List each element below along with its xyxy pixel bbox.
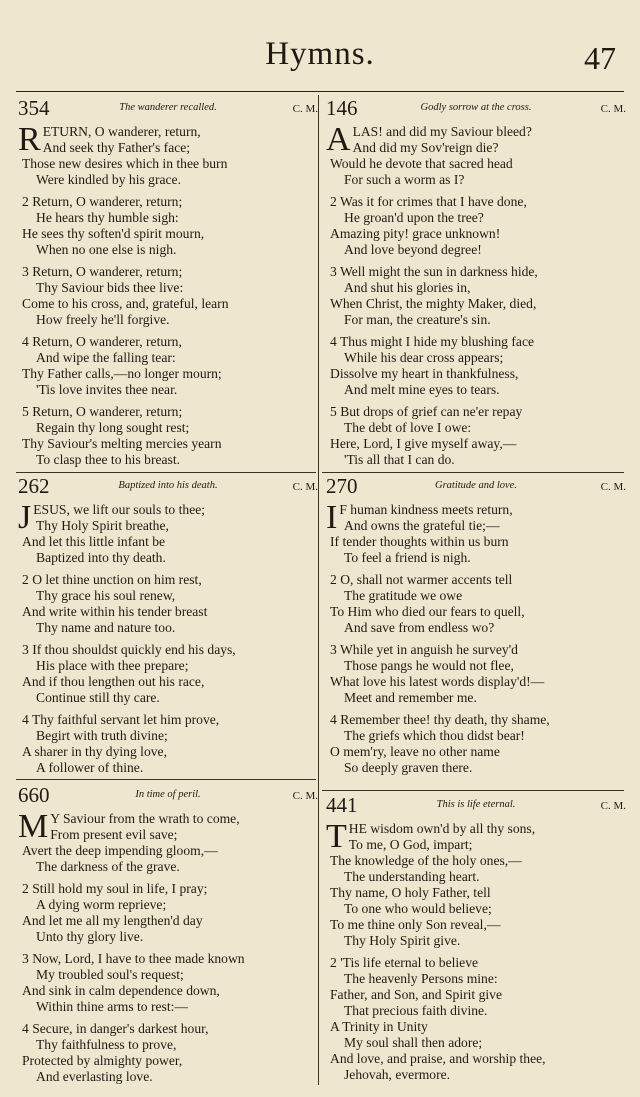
hymn-line: F human kindness meets return, <box>339 502 513 517</box>
hymn-line: ETURN, O wanderer, return, <box>42 124 201 139</box>
hymn-meter: C. M. <box>292 103 318 115</box>
hymn-number: 146 <box>326 96 358 120</box>
hymn <box>18 474 318 782</box>
hymn-line: Thy Saviour bids thee live: <box>36 280 184 295</box>
hymn-line: And love, and praise, and worship thee, <box>330 1051 546 1066</box>
hymn-line: Thy Father calls,—no longer mourn; <box>22 366 222 381</box>
hymn-stanza <box>18 1021 318 1085</box>
hymn-separator <box>322 790 624 791</box>
drop-cap: R <box>18 121 41 158</box>
hymn-line: Father, and Son, and Spirit give <box>330 987 502 1002</box>
hymn-line: Protected by almighty power, <box>22 1053 183 1068</box>
hymn <box>326 96 626 474</box>
hymn-line: And let this little infant be <box>22 534 166 549</box>
hymn-stanza <box>326 818 626 949</box>
hymn-line: 4 Secure, in danger's darkest hour, <box>22 1021 209 1036</box>
hymn-title: Godly sorrow at the cross. <box>420 102 532 113</box>
hymn-line: To me, O God, impart; <box>348 837 473 852</box>
hymn <box>18 96 318 474</box>
hymn-line: His place with thee prepare; <box>36 658 189 673</box>
hymn-line: And if thou lengthen out his race, <box>22 674 205 689</box>
hymn-stanza <box>18 642 318 706</box>
hymn-line: Thy name and nature too. <box>36 620 176 635</box>
hymn-line: 3 Now, Lord, I have to thee made known <box>22 951 245 966</box>
hymn-line: My troubled soul's request; <box>36 967 184 982</box>
hymn-line: And save from endless wo? <box>344 620 495 635</box>
hymn-line: For such a worm as I? <box>344 172 465 187</box>
column-divider <box>318 95 319 1085</box>
hymn-line: Thy Saviour's melting mercies yearn <box>22 436 222 451</box>
hymn-stanza <box>18 499 318 566</box>
hymn-line: Meet and remember me. <box>344 690 477 705</box>
hymn-line: 4 Thus might I hide my blushing face <box>330 334 535 349</box>
hymn-line: Avert the deep impending gloom,— <box>22 843 218 858</box>
hymn-line: 3 If thou shouldst quickly end his days, <box>22 642 236 657</box>
hymn-line: That precious faith divine. <box>344 1003 488 1018</box>
hymn-line: And shut his glories in, <box>344 280 471 295</box>
drop-cap: I <box>326 499 338 536</box>
hymn-header <box>18 783 318 811</box>
hymn-line: HE wisdom own'd by all thy sons, <box>348 821 536 836</box>
hymn-meter: C. M. <box>600 103 626 115</box>
hymn-number: 354 <box>18 96 50 120</box>
hymn-header <box>326 793 626 821</box>
hymn-line: The gratitude we owe <box>344 588 463 603</box>
hymn-line: Thy Holy Spirit breathe, <box>36 518 169 533</box>
hymn-line: To me thine only Son reveal,— <box>330 917 501 932</box>
hymn-line: And everlasting love. <box>36 1069 153 1084</box>
hymn-stanza <box>326 572 626 636</box>
hymn-line: 2 Still hold my soul in life, I pray; <box>22 881 208 896</box>
hymn-line: And owns the grateful tie;— <box>344 518 500 533</box>
hymn-line: The darkness of the grave. <box>36 859 180 874</box>
hymn-line: 4 Thy faithful servant let him prove, <box>22 712 220 727</box>
hymn-number: 262 <box>18 474 50 498</box>
hymn-stanza <box>326 642 626 706</box>
hymn-line: Come to his cross, and, grateful, learn <box>22 296 229 311</box>
hymn <box>18 783 318 1091</box>
page-number: 47 <box>584 40 616 76</box>
hymn-line: ESUS, we lift our souls to thee; <box>33 502 206 517</box>
hymn-line: Here, Lord, I give myself away,— <box>330 436 517 451</box>
hymn-line: Begirt with truth divine; <box>36 728 168 743</box>
hymn-line: Dissolve my heart in thankfulness, <box>330 366 519 381</box>
hymn-number: 660 <box>18 783 50 807</box>
hymn-line: 3 Well might the sun in darkness hide, <box>330 264 538 279</box>
hymn-line: 2 O, shall not warmer accents tell <box>330 572 513 587</box>
hymn-line: And love beyond degree! <box>344 242 482 257</box>
hymn-line: Jehovah, evermore. <box>344 1067 451 1082</box>
hymn-line: And let me all my lengthen'd day <box>22 913 203 928</box>
hymn-line: He sees thy soften'd spirit mourn, <box>22 226 205 241</box>
hymn-meter: C. M. <box>292 481 318 493</box>
hymn-stanza <box>18 121 318 188</box>
hymn-stanza <box>18 264 318 328</box>
hymn-number: 270 <box>326 474 358 498</box>
hymn-line: What love his latest words display'd!— <box>330 674 545 689</box>
hymn-line: And write within his tender breast <box>22 604 208 619</box>
page-title: Hymns. <box>265 36 375 72</box>
hymn-line: Within thine arms to rest:— <box>36 999 188 1014</box>
hymn-title: Gratitude and love. <box>435 480 517 491</box>
hymn-meter: C. M. <box>600 481 626 493</box>
hymn-stanza <box>18 712 318 776</box>
hymn-line: And did my Sov'reign die? <box>352 140 499 155</box>
hymn-line: Regain thy long sought rest; <box>36 420 190 435</box>
hymn-number: 441 <box>326 793 358 817</box>
hymn-line: 'Tis all that I can do. <box>344 452 455 467</box>
hymn-line: 3 While yet in anguish he survey'd <box>330 642 518 657</box>
hymn-line: Baptized into thy death. <box>36 550 166 565</box>
hymn-line: While his dear cross appears; <box>344 350 504 365</box>
hymn-line: 5 Return, O wanderer, return; <box>22 404 183 419</box>
hymn-stanza <box>18 881 318 945</box>
hymn-line: A follower of thine. <box>36 760 144 775</box>
hymn-line: To Him who died our fears to quell, <box>330 604 525 619</box>
hymn-line: The griefs which thou didst bear! <box>344 728 525 743</box>
hymn-stanza <box>326 334 626 398</box>
hymn-stanza <box>326 194 626 258</box>
hymn-stanza <box>326 955 626 1083</box>
hymn-meter: C. M. <box>600 800 626 812</box>
hymn-line: Those pangs he would not flee, <box>344 658 514 673</box>
hymn-line: A Trinity in Unity <box>330 1019 428 1034</box>
hymn-line: Continue still thy care. <box>36 690 160 705</box>
hymn-line: To one who would believe; <box>344 901 492 916</box>
hymn-line: 5 But drops of grief can ne'er repay <box>330 404 523 419</box>
hymn-line: The debt of love I owe: <box>344 420 472 435</box>
hymn-line: A dying worm reprieve; <box>36 897 167 912</box>
drop-cap: T <box>326 818 347 855</box>
hymn-line: When no one else is nigh. <box>36 242 177 257</box>
hymn-line: Thy name, O holy Father, tell <box>330 885 491 900</box>
hymn-stanza <box>18 334 318 398</box>
hymn-line: Y Saviour from the wrath to come, <box>50 811 240 826</box>
hymn-line: Amazing pity! grace unknown! <box>330 226 501 241</box>
hymn-line: The understanding heart. <box>344 869 480 884</box>
hymn-line: To feel a friend is nigh. <box>344 550 471 565</box>
hymn-line: How freely he'll forgive. <box>36 312 170 327</box>
drop-cap: M <box>18 808 49 845</box>
hymn-line: LAS! and did my Saviour bleed? <box>352 124 532 139</box>
hymn-header <box>326 96 626 124</box>
hymn-line: For man, the creature's sin. <box>344 312 491 327</box>
hymn-meter: C. M. <box>292 790 318 802</box>
drop-cap: J <box>18 499 32 536</box>
hymn-line: My soul shall then adore; <box>344 1035 483 1050</box>
hymn-line: Were kindled by his grace. <box>36 172 181 187</box>
hymn-line: And sink in calm dependence down, <box>22 983 220 998</box>
hymn-line: Those new desires which in thee burn <box>22 156 228 171</box>
hymn-line: If tender thoughts within us burn <box>330 534 509 549</box>
hymn-line: When Christ, the mighty Maker, died, <box>330 296 537 311</box>
hymn-title: The wanderer recalled. <box>119 102 217 113</box>
hymn-line: From present evil save; <box>50 827 178 842</box>
hymn-line: 3 Return, O wanderer, return; <box>22 264 183 279</box>
hymn-line: O mem'ry, leave no other name <box>330 744 500 759</box>
hymn-line: 2 O let thine unction on him rest, <box>22 572 202 587</box>
hymn-line: And melt mine eyes to tears. <box>344 382 500 397</box>
hymn-stanza <box>18 194 318 258</box>
hymn-line: 4 Return, O wanderer, return, <box>22 334 182 349</box>
hymn-line: 2 Was it for crimes that I have done, <box>330 194 527 209</box>
hymn-title: In time of peril. <box>135 789 201 800</box>
hymn-line: To clasp thee to his breast. <box>36 452 181 467</box>
hymn-line: 4 Remember thee! thy death, thy shame, <box>330 712 550 727</box>
hymn-line: Unto thy glory live. <box>36 929 144 944</box>
hymn <box>326 474 626 782</box>
hymn-line: Would he devote that sacred head <box>330 156 513 171</box>
hymn-stanza <box>326 121 626 188</box>
hymn-stanza <box>326 712 626 776</box>
hymn-line: And wipe the falling tear: <box>36 350 176 365</box>
hymn-line: A sharer in thy dying love, <box>22 744 167 759</box>
hymn <box>326 793 626 1089</box>
hymn-line: He hears thy humble sigh: <box>36 210 179 225</box>
hymn-line: 'Tis love invites thee near. <box>36 382 178 397</box>
hymn-line: Thy grace his soul renew, <box>36 588 176 603</box>
hymn-stanza <box>18 808 318 875</box>
hymn-line: He groan'd upon the tree? <box>344 210 484 225</box>
hymn-line: The knowledge of the holy ones,— <box>330 853 522 868</box>
hymn-stanza <box>18 951 318 1015</box>
hymn-header <box>326 474 626 502</box>
header-rule <box>16 91 624 92</box>
hymn-line: The heavenly Persons mine: <box>344 971 498 986</box>
hymn-header <box>18 474 318 502</box>
hymn-line: Thy faithfulness to prove, <box>36 1037 177 1052</box>
hymn-stanza <box>18 572 318 636</box>
hymn-stanza <box>18 404 318 468</box>
hymn-title: This is life eternal. <box>436 799 516 810</box>
hymn-stanza <box>326 499 626 566</box>
hymn-title: Baptized into his death. <box>118 480 218 491</box>
hymn-line: And seek thy Father's face; <box>42 140 191 155</box>
hymn-line: 2 'Tis life eternal to believe <box>330 955 479 970</box>
hymn-line: So deeply graven there. <box>344 760 473 775</box>
hymn-header <box>18 96 318 124</box>
hymn-line: 2 Return, O wanderer, return; <box>22 194 183 209</box>
hymn-stanza <box>326 404 626 468</box>
hymn-stanza <box>326 264 626 328</box>
hymn-line: Thy Holy Spirit give. <box>344 933 461 948</box>
drop-cap: A <box>326 121 351 158</box>
